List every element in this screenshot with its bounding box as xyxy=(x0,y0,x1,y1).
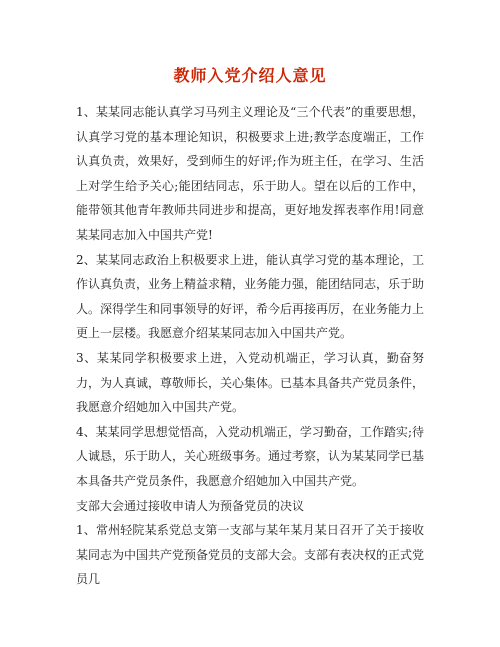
paragraph-2: 2、某某同志政治上积极要求上进，能认真学习党的基本理论，工作认真负责，业务上精益求精，业务能力强，能团结同志，乐于助人。深得学生和同事领导的好评，希今后再接再厉，在业务能力上更上一层楼。我愿意介绍某某同志加入中国共产党。 xyxy=(76,252,425,341)
paragraph-5: 1、常州轻院某系党总支第一支部与某年某月某日召开了关于接收某同志为中国共产党预备党员的支部大会。支部有表决权的正式党员几 xyxy=(76,523,425,587)
paragraph-1: 1、某某同志能认真学习马列主义理论及“三个代表”的重要思想，认真学习党的基本理论知识，积极要求上进;教学态度端正，工作认真负责，效果好，受到师生的好评;作为班主任，在学习、生活上对学生给予关心;能团结同志，乐于助人。望在以后的工作中，能带领其他青年教师共同进步和提高，更好地发挥表率作用!同意某某同志加入中国共产党! xyxy=(76,105,424,242)
paragraph-4: 4、某某同学思想觉悟高，入党动机端正，学习勤奋，工作踏实;待人诚恳，乐于助人，关心班级事务。通过考察，认为某某同学已基本具备共产党员条件，我愿意介绍她加入中国共产党。 xyxy=(76,424,425,488)
section-heading: 支部大会通过接收申请人为预备党员的决议 xyxy=(76,498,305,513)
paragraph-3: 3、某某同学积极要求上进，入党动机端正，学习认真，勤奋努力，为人真诚，尊敬师长，关心集体。已基本具备共产党员条件，我愿意介绍她加入中国共产党。 xyxy=(76,350,425,415)
document-title: 教师入党介绍人意见 xyxy=(173,66,327,85)
